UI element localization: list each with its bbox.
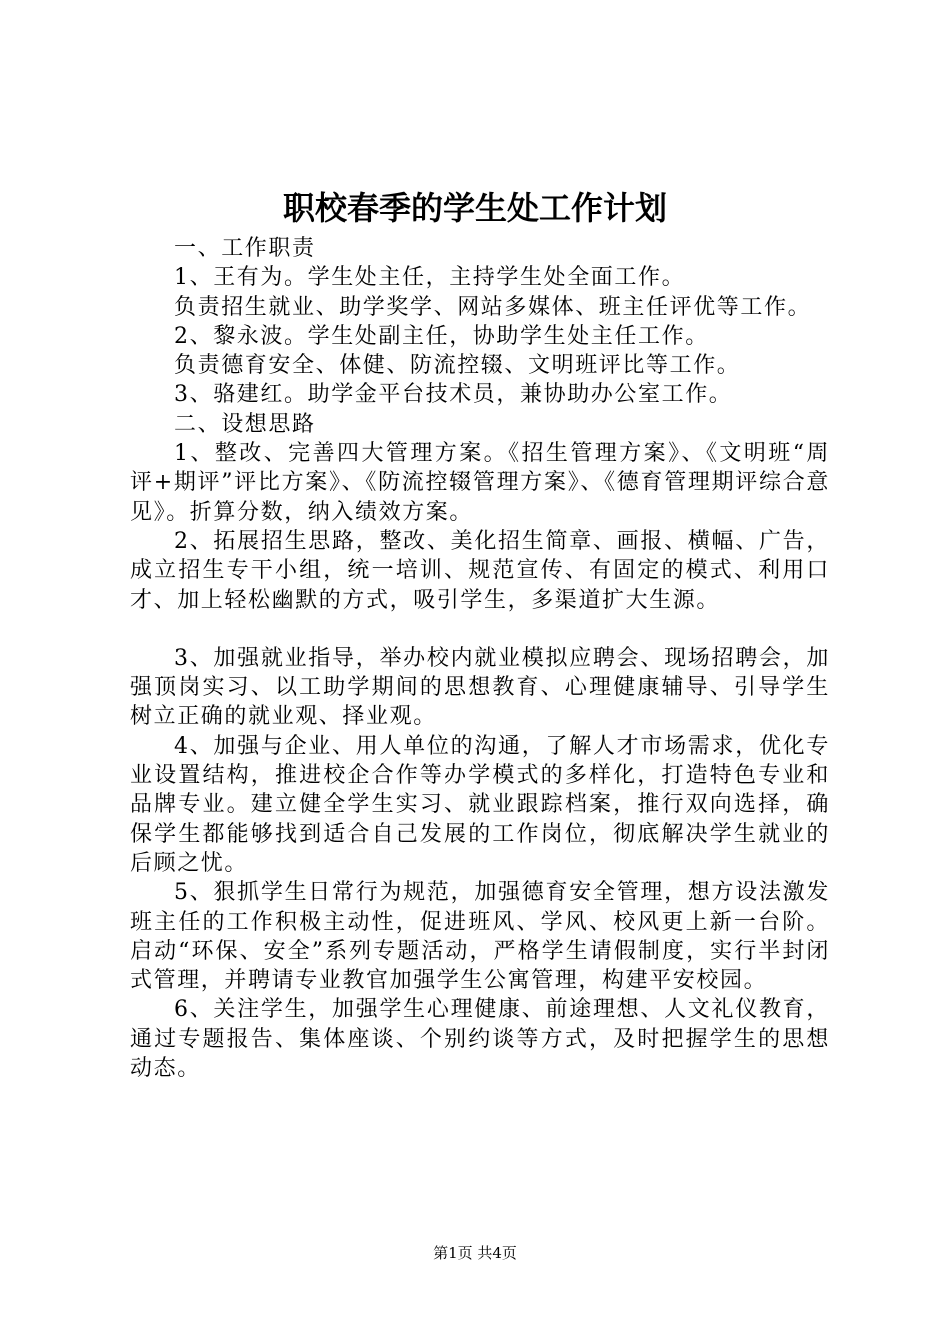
paragraph-idea-1: 1、整改、完善四大管理方案。《招生管理方案》、《文明班“周评+期评”评比方案》、《防流控辍管理方案》、《德育管理期评综合意见》。折算分数，纳入绩效方案。 (130, 441, 830, 525)
paragraph-duty-2: 2、黎永波。学生处副主任，协助学生处主任工作。 (174, 323, 709, 349)
document-title: 职校春季的学生处工作计划 (282, 189, 667, 227)
paragraph-idea-4: 4、加强与企业、用人单位的沟通，了解人才市场需求，优化专业设置结构，推进校企合作等办学模式的多样化，打造特色专业和品牌专业。建立健全学生实习、就业跟踪档案，推行双向选择，确保学生都能够找到适合自己发展的工作岗位，彻底解决学生就业的后顾之忧。 (130, 733, 830, 876)
section-heading-ideas: 二、设想思路 (174, 411, 316, 437)
paragraph-idea-6: 6、关注学生，加强学生心理健康、前途理想、人文礼仪教育，通过专题报告、集体座谈、个别约谈等方式，及时把握学生的思想动态。 (130, 997, 830, 1082)
paragraph-duty-1-detail: 负责招生就业、助学奖学、网站多媒体、班主任评优等工作。 (174, 294, 812, 320)
paragraph-idea-5: 5、狠抓学生日常行为规范，加强德育安全管理，想方设法激发班主任的工作积极主动性，促进班风、学风、校风更上新一台阶。启动“环保、安全”系列专题活动，严格学生请假制度，实行半封闭式管理，并聘请专业教官加强学生公寓管理，构建平安校园。 (130, 880, 830, 994)
paragraph-idea-2: 2、拓展招生思路，整改、美化招生简章、画报、横幅、广告，成立招生专干小组，统一培训、规范宣传、有固定的模式、利用口才、加上轻松幽默的方式，吸引学生，多渠道扩大生源。 (130, 528, 830, 613)
paragraph-duty-1: 1、王有为。学生处主任，主持学生处全面工作。 (174, 265, 686, 291)
document-body (130, 234, 830, 1083)
paragraph-idea-3: 3、加强就业指导，举办校内就业模拟应聘会、现场招聘会，加强顶岗实习、以工助学期间的思想教育、心理健康辅导、引导学生树立正确的就业观、择业观。 (130, 645, 830, 730)
page-footer: 第1页 共4页 (433, 1244, 517, 1262)
section-heading-duties: 一、工作职责 (174, 236, 316, 261)
paragraph-duty-3: 3、骆建红。助学金平台技术员，兼协助办公室工作。 (174, 382, 733, 408)
paragraph-duty-2-detail: 负责德育安全、体健、防流控辍、文明班评比等工作。 (174, 353, 741, 379)
